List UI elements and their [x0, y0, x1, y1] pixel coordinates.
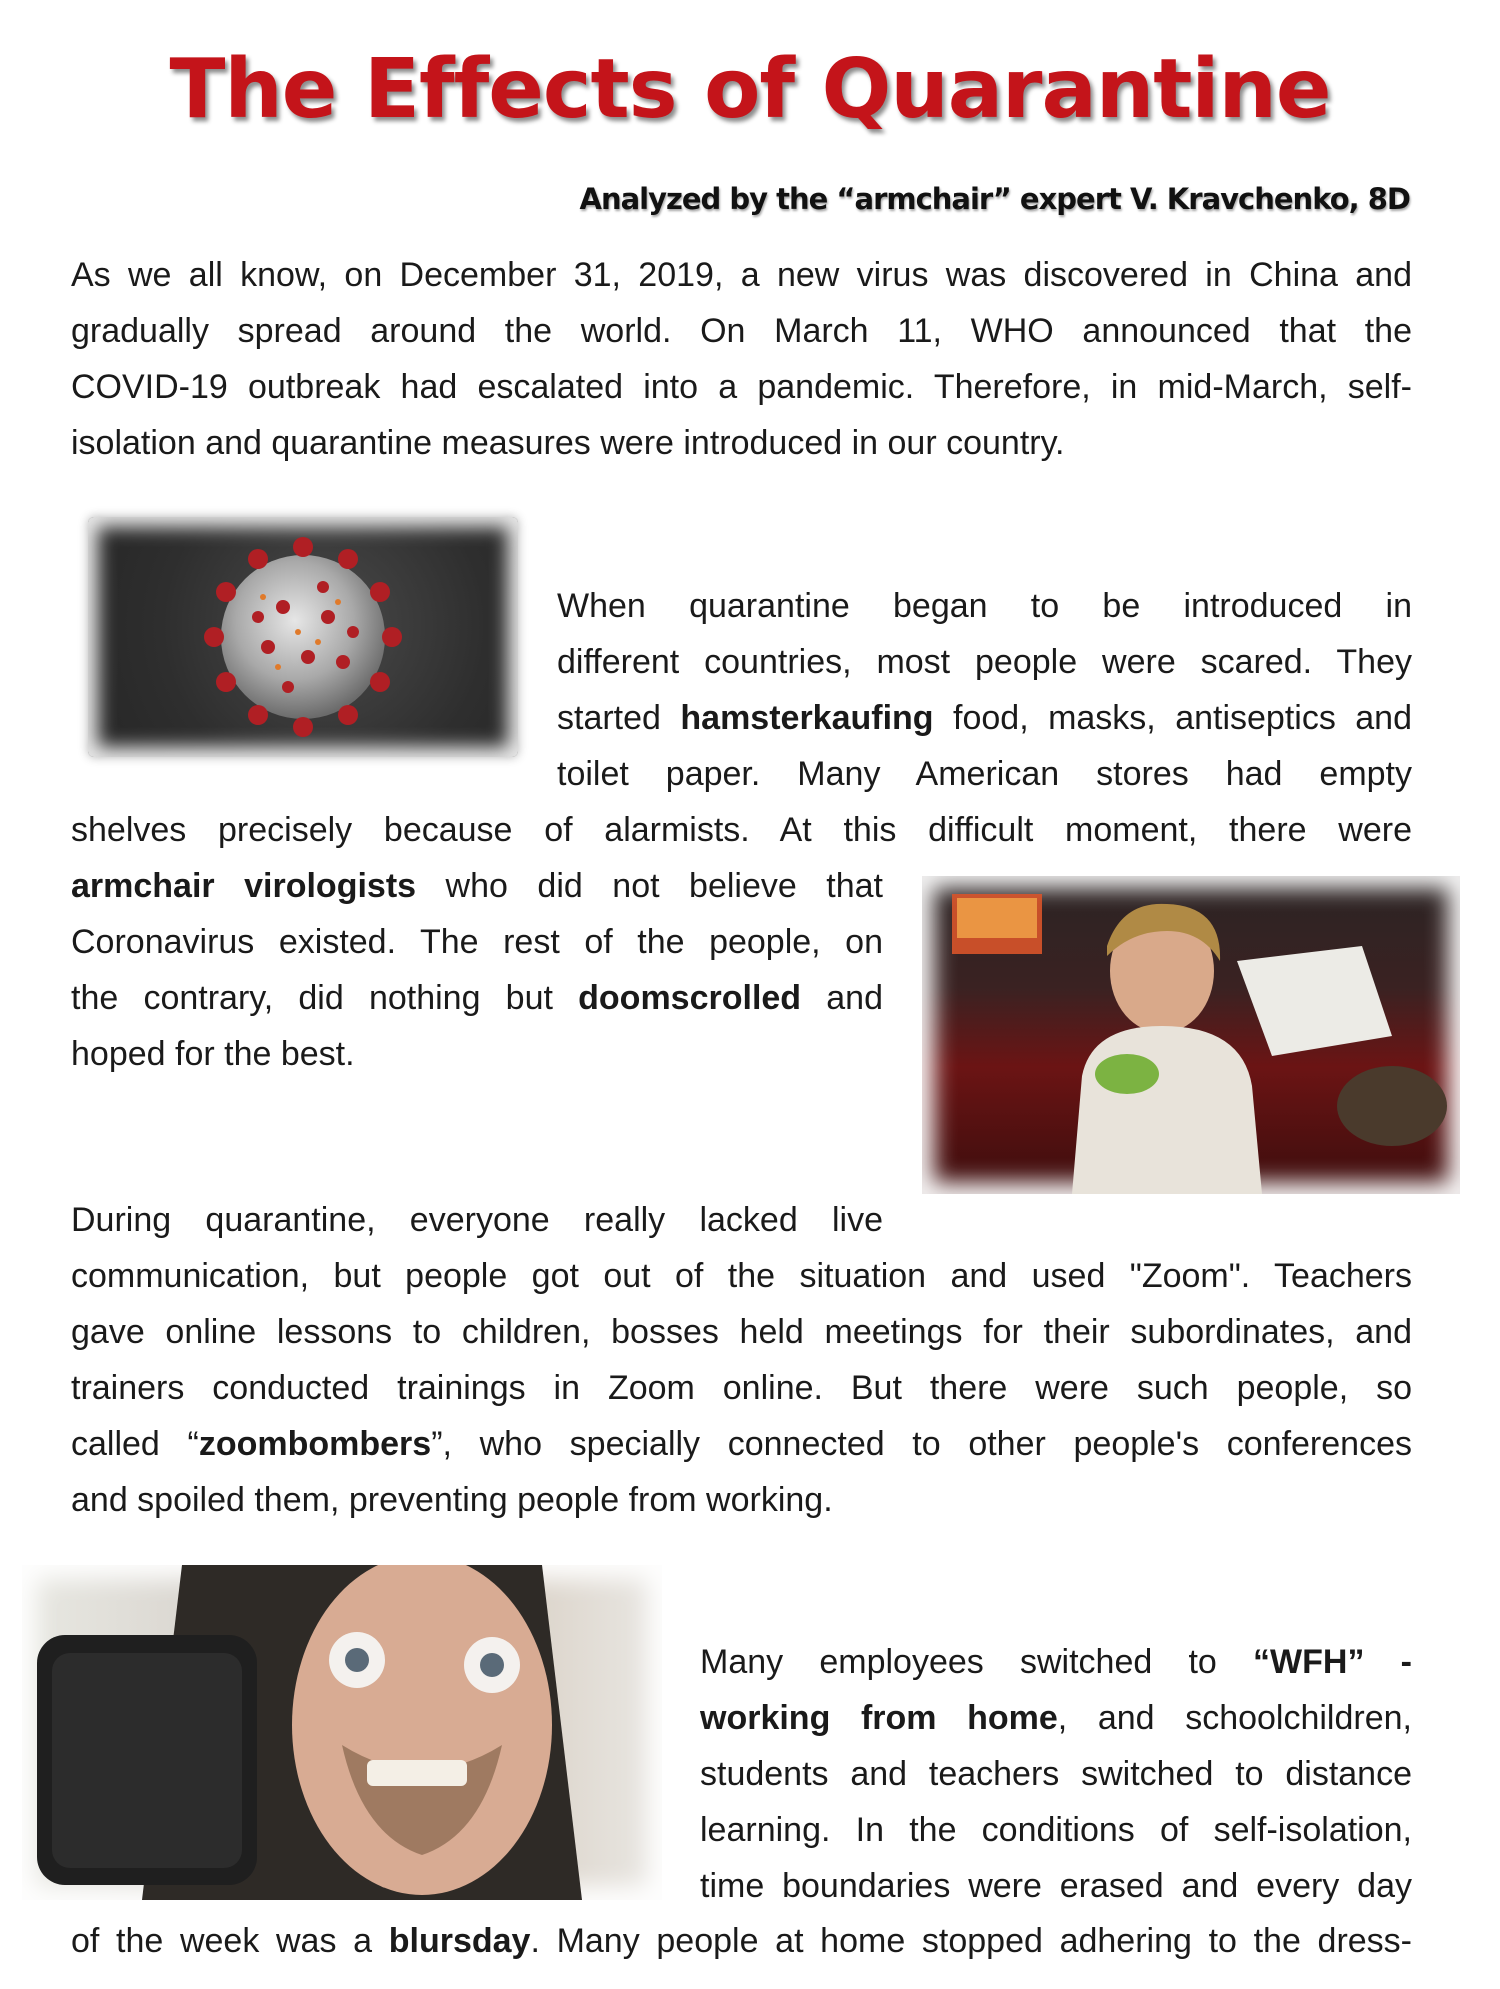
paragraph-zoom — [71, 1248, 1412, 1528]
text-segment: who did not believe that — [416, 867, 883, 905]
text-line: communication, but people got out of the situation and used "Zoom". Teachers — [71, 1257, 1412, 1295]
man-with-phone-image — [22, 1565, 662, 1900]
text-line: hoped for the best. — [71, 1035, 355, 1073]
man-on-couch-illustration-icon — [922, 876, 1460, 1194]
text-line: students and teachers switched to distance — [700, 1755, 1412, 1793]
text-line: and spoiled them, preventing people from working. — [71, 1481, 833, 1519]
text-line: As we all know, on December 31, 2019, a new virus was discovered in China and — [71, 256, 1412, 294]
paragraph-intro — [71, 247, 1412, 471]
text-line: When quarantine began to be introduced in — [557, 587, 1412, 625]
text-line: Coronavirus existed. The rest of the people, on — [71, 923, 883, 961]
term-armchair-virologists: armchair virologists — [71, 867, 417, 905]
man-staring-at-phone-illustration-icon — [22, 1565, 662, 1900]
text-line: gave online lessons to children, bosses held meetings for their subordinates, and — [71, 1313, 1412, 1351]
text-segment: called “ — [71, 1425, 199, 1463]
man-on-couch-image — [922, 876, 1460, 1194]
term-wfh: “WFH” - — [1253, 1643, 1412, 1681]
text-line — [71, 858, 883, 914]
text-line: different countries, most people were scared. They — [557, 643, 1412, 681]
text-line: During quarantine, everyone really lacked live — [71, 1201, 883, 1239]
document-title: The Effects of Quarantine — [169, 42, 1331, 137]
text-line — [71, 970, 883, 1026]
text-line: time boundaries were erased and every day — [700, 1867, 1412, 1905]
text-line — [700, 1634, 1412, 1690]
term-zoombombers: zoombombers — [198, 1425, 432, 1463]
text-segment: the contrary, did nothing but — [71, 979, 579, 1017]
text-segment: of the week was a — [71, 1922, 389, 1960]
text-line — [71, 1416, 1412, 1472]
paragraph-wfh-wide — [71, 1913, 1412, 1969]
text-line: isolation and quarantine measures were introduced in our country. — [71, 424, 1065, 462]
coronavirus-illustration-icon — [88, 517, 518, 757]
text-line: trainers conducted trainings in Zoom online. But there were such people, so — [71, 1369, 1412, 1407]
text-segment: ”, who specially connected to other people's conferences — [431, 1425, 1412, 1463]
text-segment: , and schoolchildren, — [1057, 1699, 1412, 1737]
paragraph-quarantine-narrow — [71, 858, 883, 1082]
term-working-from-home: working from home — [700, 1699, 1058, 1737]
author-byline: Analyzed by the “armchair” expert V. Kravchenko, 8D — [579, 182, 1410, 216]
paragraph-wfh — [700, 1634, 1412, 1914]
text-line: toilet paper. Many American stores had empty — [557, 755, 1412, 793]
coronavirus-image — [88, 517, 518, 757]
text-line: shelves precisely because of alarmists. At this difficult moment, there were — [71, 811, 1412, 849]
text-segment: and — [801, 979, 883, 1017]
paragraph-quarantine-start — [557, 578, 1412, 802]
text-segment: started — [557, 699, 681, 737]
paragraph-zoom-narrow — [71, 1192, 883, 1248]
paragraph-quarantine-wide — [71, 802, 1412, 858]
term-blursday: blursday — [388, 1922, 531, 1960]
text-segment: Many employees switched to — [700, 1643, 1254, 1681]
term-hamsterkaufing: hamsterkaufing — [680, 699, 934, 737]
text-segment: food, masks, antiseptics and — [933, 699, 1413, 737]
text-line — [700, 1690, 1412, 1746]
text-segment: . Many people at home stopped adhering to the dress- — [530, 1922, 1412, 1960]
text-line: COVID-19 outbreak had escalated into a pandemic. Therefore, in mid-March, self- — [71, 368, 1412, 406]
text-line: learning. In the conditions of self-isolation, — [700, 1811, 1412, 1849]
term-doomscrolled: doomscrolled — [578, 979, 802, 1017]
text-line: gradually spread around the world. On March 11, WHO announced that the — [71, 312, 1412, 350]
text-line — [71, 1913, 1412, 1969]
text-line — [557, 690, 1412, 746]
